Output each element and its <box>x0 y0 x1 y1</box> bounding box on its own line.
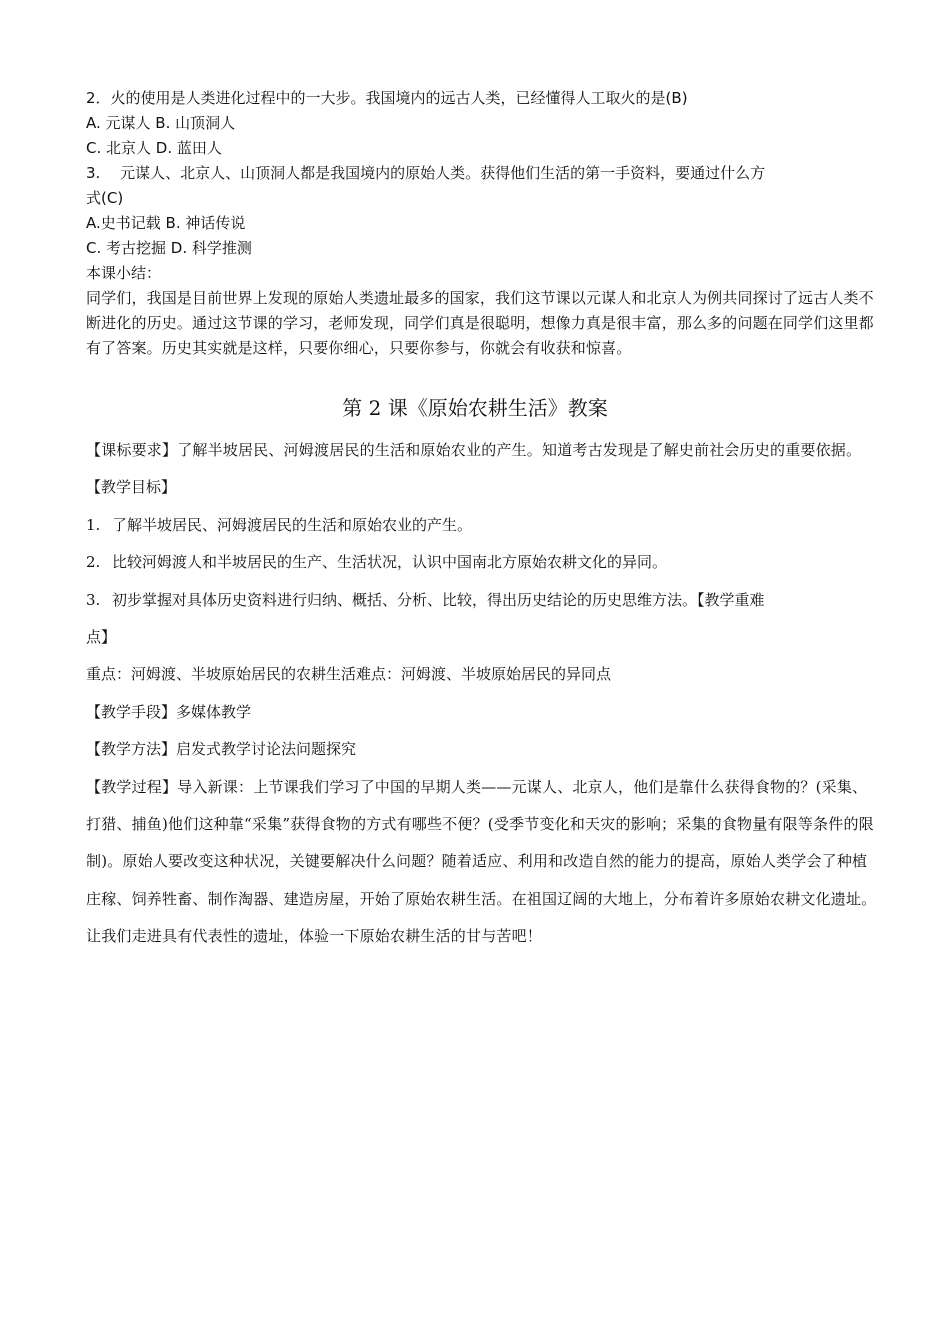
curriculum-standard-paragraph: 【课标要求】了解半坡居民、河姆渡居民的生活和原始农业的产生。知道考古发现是了解史前社会历史的重要依据。 <box>86 441 862 459</box>
goal-text: 比较河姆渡人和半坡居民的生产、生活状况，认识中国南北方原始农耕文化的异同。 <box>112 553 668 572</box>
goal-text: 初步掌握对具体历史资料进行归纳、概括、分析、比较，得出历史结论的历史思维方法。【教学重难 <box>112 590 765 609</box>
question-3-options-cd: C. 考古挖掘 D. 科学推测 <box>86 239 252 257</box>
lesson-title: 第 2 课《原始农耕生活》教案 <box>342 396 608 420</box>
review-questions-section <box>86 86 876 361</box>
key-difficult-points-heading-tail: 点】 <box>86 628 117 647</box>
question-3-stem-line-2: 式(C) <box>86 189 124 207</box>
teaching-goal-item <box>86 582 878 619</box>
teaching-goal-item <box>86 507 878 544</box>
question-2-options-cd: C. 北京人 D. 蓝田人 <box>86 139 222 157</box>
goal-number: 3. <box>86 590 101 609</box>
summary-paragraph: 同学们，我国是目前世界上发现的原始人类遗址最多的国家，我们这节课以元谋人和北京人为例共同探讨了远古人类不断进化的历史。通过这节课的学习，老师发现，同学们真是很聪明，想像力真是很丰富，那么多的问题在同学们这里都有了答案。历史其实就是这样，只要你细心，只要你参与，你就会有收获和惊喜。 <box>86 289 874 357</box>
teaching-process-paragraph: 【教学过程】导入新课：上节课我们学习了中国的早期人类——元谋人、北京人，他们是靠什么获得食物的？(采集、打猎、捕鱼)他们这种靠“采集”获得食物的方式有哪些不便？(受季节变化和天灾的影响；采集的食物量有限等条件的限制)。原始人要改变这种状况，关键要解决什么问题？随着适应、利用和改造自然的能力的提高，原始人类学会了种植庄稼、饲养牲畜、制作淘器、建造房屋，开始了原始农耕生活。在祖国辽阔的大地上，分布着许多原始农耕文化遗址。让我们走进具有代表性的遗址，体验一下原始农耕生活的甘与苦吧！ <box>86 777 877 946</box>
teaching-methods-line: 【教学方法】启发式教学讨论法问题探究 <box>86 740 357 759</box>
question-3-options-ab: A.史书记载 B. 神话传说 <box>86 214 246 232</box>
lesson-plan-section <box>86 432 878 956</box>
question-2-options-ab: A. 元谋人 B. 山顶洞人 <box>86 114 236 132</box>
teaching-goal-item <box>86 544 878 581</box>
question-3-stem-line-1: 3. 元谋人、北京人、山顶洞人都是我国境内的原始人类。获得他们生活的第一手资料，要通过什么方 <box>86 164 766 182</box>
question-2-stem: 2．火的使用是人类进化过程中的一大步。我国境内的远古人类，已经懂得人工取火的是(B) <box>86 89 688 107</box>
key-points-line: 重点：河姆渡、半坡原始居民的农耕生活难点：河姆渡、半坡原始居民的异同点 <box>86 665 612 684</box>
teaching-means-line: 【教学手段】多媒体教学 <box>86 702 252 721</box>
goal-number: 1. <box>86 515 101 534</box>
goal-text: 了解半坡居民、河姆渡居民的生活和原始农业的产生。 <box>112 515 473 534</box>
teaching-goals-heading: 【教学目标】 <box>86 478 177 497</box>
goal-number: 2. <box>86 553 101 572</box>
summary-heading: 本课小结： <box>86 264 162 282</box>
